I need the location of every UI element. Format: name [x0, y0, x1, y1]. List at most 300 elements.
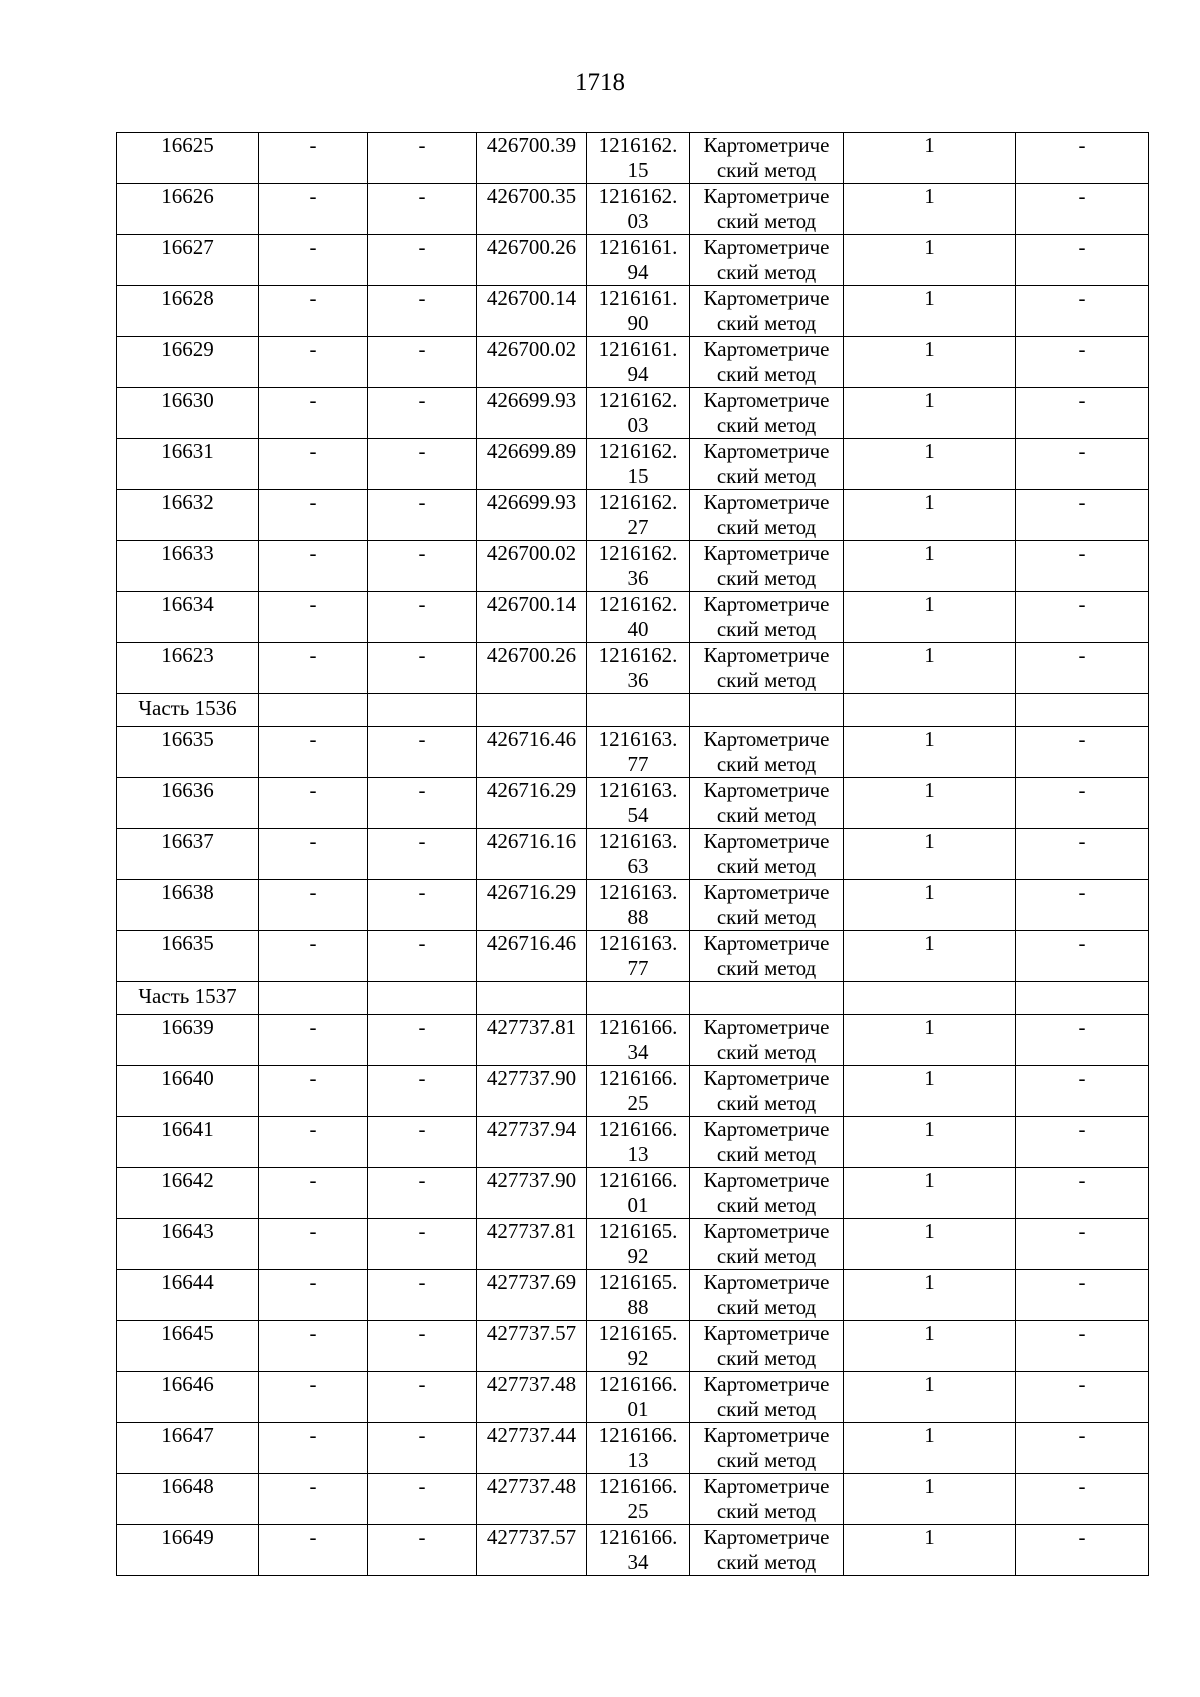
method-cell: [690, 490, 844, 541]
dash-cell: -: [1016, 388, 1149, 439]
table-row: [117, 1219, 1149, 1270]
dash-cell: -: [1016, 133, 1149, 184]
part-header-row: [117, 982, 1149, 1015]
method-line-2: ский метод: [716, 464, 817, 488]
empty-cell: [477, 694, 587, 727]
dash-cell: -: [368, 184, 477, 235]
method-cell: [690, 337, 844, 388]
y-coordinate-cell: [587, 829, 690, 880]
y-coordinate-line-1: 1216166.: [598, 1423, 678, 1447]
y-coordinate-line-2: 90: [627, 311, 649, 335]
dash-cell: -: [368, 778, 477, 829]
dash-cell: -: [368, 286, 477, 337]
point-number-cell: 16649: [117, 1525, 259, 1576]
y-coordinate-cell: [587, 1525, 690, 1576]
point-number-cell: 16636: [117, 778, 259, 829]
method-cell: [690, 829, 844, 880]
method-cell: [690, 931, 844, 982]
method-line-1: Картометриче: [703, 1423, 830, 1447]
y-coordinate-line-1: 1216165.: [598, 1219, 678, 1243]
point-number-cell: 16631: [117, 439, 259, 490]
x-coordinate-cell: 427737.48: [477, 1474, 587, 1525]
accuracy-cell: 1: [844, 778, 1016, 829]
method-line-1: Картометриче: [703, 1066, 830, 1090]
method-line-2: ский метод: [716, 1193, 817, 1217]
y-coordinate-line-2: 77: [627, 956, 649, 980]
y-coordinate-line-2: 88: [627, 905, 649, 929]
y-coordinate-cell: [587, 286, 690, 337]
y-coordinate-line-2: 15: [627, 158, 649, 182]
dash-cell: -: [368, 133, 477, 184]
dash-cell: -: [368, 337, 477, 388]
y-coordinate-line-2: 54: [627, 803, 649, 827]
method-line-1: Картометриче: [703, 1474, 830, 1498]
method-line-2: ский метод: [716, 515, 817, 539]
method-line-1: Картометриче: [703, 133, 830, 157]
dash-cell: -: [368, 1423, 477, 1474]
dash-cell: -: [1016, 184, 1149, 235]
dash-cell: -: [368, 1270, 477, 1321]
point-number-cell: 16625: [117, 133, 259, 184]
y-coordinate-line-1: 1216165.: [598, 1270, 678, 1294]
point-number-cell: 16642: [117, 1168, 259, 1219]
method-line-1: Картометриче: [703, 184, 830, 208]
y-coordinate-cell: [587, 643, 690, 694]
method-line-1: Картометриче: [703, 1117, 830, 1141]
table-row: [117, 1525, 1149, 1576]
method-line-2: ский метод: [716, 668, 817, 692]
method-line-2: ский метод: [716, 260, 817, 284]
table-row: [117, 133, 1149, 184]
dash-cell: -: [368, 1015, 477, 1066]
method-line-2: ский метод: [716, 1091, 817, 1115]
point-number-cell: 16635: [117, 931, 259, 982]
accuracy-cell: 1: [844, 337, 1016, 388]
y-coordinate-line-2: 15: [627, 464, 649, 488]
empty-cell: [690, 982, 844, 1015]
table-row: [117, 727, 1149, 778]
accuracy-cell: 1: [844, 235, 1016, 286]
accuracy-cell: 1: [844, 439, 1016, 490]
table-row: [117, 1321, 1149, 1372]
dash-cell: -: [368, 1372, 477, 1423]
point-number-cell: 16637: [117, 829, 259, 880]
method-line-1: Картометриче: [703, 1372, 830, 1396]
y-coordinate-line-1: 1216162.: [598, 643, 678, 667]
dash-cell: -: [1016, 880, 1149, 931]
method-cell: [690, 1372, 844, 1423]
x-coordinate-cell: 426716.29: [477, 880, 587, 931]
dash-cell: -: [1016, 490, 1149, 541]
dash-cell: -: [259, 388, 368, 439]
x-coordinate-cell: 426716.46: [477, 727, 587, 778]
y-coordinate-line-1: 1216162.: [598, 490, 678, 514]
y-coordinate-cell: [587, 1015, 690, 1066]
accuracy-cell: 1: [844, 490, 1016, 541]
method-line-1: Картометриче: [703, 1168, 830, 1192]
method-line-2: ский метод: [716, 956, 817, 980]
x-coordinate-cell: 426716.46: [477, 931, 587, 982]
dash-cell: -: [259, 1321, 368, 1372]
table-row: [117, 1474, 1149, 1525]
table-row: [117, 778, 1149, 829]
point-number-cell: 16633: [117, 541, 259, 592]
dash-cell: -: [368, 727, 477, 778]
method-line-1: Картометриче: [703, 931, 830, 955]
x-coordinate-cell: 426700.26: [477, 643, 587, 694]
y-coordinate-line-2: 03: [627, 413, 649, 437]
table-row: [117, 235, 1149, 286]
table-row: [117, 880, 1149, 931]
method-line-2: ский метод: [716, 1142, 817, 1166]
dash-cell: -: [259, 184, 368, 235]
y-coordinate-line-1: 1216166.: [598, 1066, 678, 1090]
method-cell: [690, 880, 844, 931]
x-coordinate-cell: 427737.69: [477, 1270, 587, 1321]
method-cell: [690, 541, 844, 592]
method-cell: [690, 1117, 844, 1168]
table-row: [117, 490, 1149, 541]
method-line-1: Картометриче: [703, 1015, 830, 1039]
y-coordinate-line-1: 1216163.: [598, 931, 678, 955]
method-line-1: Картометриче: [703, 490, 830, 514]
part-label-cell: Часть 1537: [117, 982, 259, 1015]
table-row: [117, 286, 1149, 337]
empty-cell: [368, 982, 477, 1015]
method-line-2: ский метод: [716, 1448, 817, 1472]
point-number-cell: 16627: [117, 235, 259, 286]
accuracy-cell: 1: [844, 1525, 1016, 1576]
point-number-cell: 16638: [117, 880, 259, 931]
table-row: [117, 1270, 1149, 1321]
point-number-cell: 16630: [117, 388, 259, 439]
y-coordinate-line-1: 1216162.: [598, 541, 678, 565]
dash-cell: -: [1016, 1270, 1149, 1321]
accuracy-cell: 1: [844, 880, 1016, 931]
point-number-cell: 16623: [117, 643, 259, 694]
accuracy-cell: 1: [844, 388, 1016, 439]
y-coordinate-cell: [587, 388, 690, 439]
method-line-1: Картометриче: [703, 1525, 830, 1549]
y-coordinate-line-1: 1216162.: [598, 439, 678, 463]
x-coordinate-cell: 426700.02: [477, 541, 587, 592]
point-number-cell: 16646: [117, 1372, 259, 1423]
y-coordinate-line-1: 1216162.: [598, 388, 678, 412]
x-coordinate-cell: 427737.44: [477, 1423, 587, 1474]
dash-cell: -: [259, 1015, 368, 1066]
dash-cell: -: [259, 643, 368, 694]
dash-cell: -: [368, 1321, 477, 1372]
dash-cell: -: [259, 592, 368, 643]
method-cell: [690, 439, 844, 490]
y-coordinate-line-2: 94: [627, 362, 649, 386]
empty-cell: [844, 982, 1016, 1015]
method-cell: [690, 1321, 844, 1372]
x-coordinate-cell: 427737.57: [477, 1525, 587, 1576]
page-number: 1718: [575, 69, 625, 96]
y-coordinate-cell: [587, 1168, 690, 1219]
y-coordinate-line-2: 25: [627, 1499, 649, 1523]
method-line-2: ский метод: [716, 905, 817, 929]
point-number-cell: 16647: [117, 1423, 259, 1474]
method-line-1: Картометриче: [703, 235, 830, 259]
method-cell: [690, 286, 844, 337]
method-line-1: Картометриче: [703, 592, 830, 616]
dash-cell: -: [1016, 1015, 1149, 1066]
empty-cell: [259, 694, 368, 727]
dash-cell: -: [259, 1423, 368, 1474]
table-row: [117, 1117, 1149, 1168]
y-coordinate-line-2: 25: [627, 1091, 649, 1115]
accuracy-cell: 1: [844, 133, 1016, 184]
empty-cell: [587, 982, 690, 1015]
dash-cell: -: [259, 1066, 368, 1117]
dash-cell: -: [259, 1372, 368, 1423]
method-cell: [690, 1015, 844, 1066]
method-line-1: Картометриче: [703, 829, 830, 853]
accuracy-cell: 1: [844, 643, 1016, 694]
dash-cell: -: [259, 778, 368, 829]
x-coordinate-cell: 426700.39: [477, 133, 587, 184]
accuracy-cell: 1: [844, 1219, 1016, 1270]
point-number-cell: 16628: [117, 286, 259, 337]
dash-cell: -: [368, 829, 477, 880]
y-coordinate-cell: [587, 1321, 690, 1372]
y-coordinate-line-2: 34: [627, 1040, 649, 1064]
accuracy-cell: 1: [844, 184, 1016, 235]
dash-cell: -: [259, 490, 368, 541]
method-cell: [690, 388, 844, 439]
accuracy-cell: 1: [844, 541, 1016, 592]
y-coordinate-cell: [587, 592, 690, 643]
empty-cell: [259, 982, 368, 1015]
method-cell: [690, 1270, 844, 1321]
empty-cell: [1016, 982, 1149, 1015]
table-row: [117, 931, 1149, 982]
point-number-cell: 16629: [117, 337, 259, 388]
dash-cell: -: [1016, 778, 1149, 829]
point-number-cell: 16645: [117, 1321, 259, 1372]
y-coordinate-line-1: 1216163.: [598, 880, 678, 904]
point-number-cell: 16641: [117, 1117, 259, 1168]
y-coordinate-cell: [587, 1372, 690, 1423]
dash-cell: -: [1016, 235, 1149, 286]
y-coordinate-cell: [587, 1270, 690, 1321]
y-coordinate-line-1: 1216166.: [598, 1015, 678, 1039]
dash-cell: -: [1016, 1372, 1149, 1423]
y-coordinate-cell: [587, 1219, 690, 1270]
y-coordinate-cell: [587, 880, 690, 931]
method-cell: [690, 643, 844, 694]
x-coordinate-cell: 426700.02: [477, 337, 587, 388]
y-coordinate-cell: [587, 490, 690, 541]
method-line-2: ский метод: [716, 617, 817, 641]
method-line-2: ский метод: [716, 1550, 817, 1574]
y-coordinate-line-2: 40: [627, 617, 649, 641]
accuracy-cell: 1: [844, 1015, 1016, 1066]
dash-cell: -: [259, 727, 368, 778]
y-coordinate-cell: [587, 1474, 690, 1525]
y-coordinate-line-1: 1216162.: [598, 184, 678, 208]
method-line-1: Картометриче: [703, 643, 830, 667]
dash-cell: -: [259, 1474, 368, 1525]
y-coordinate-line-1: 1216162.: [598, 133, 678, 157]
method-line-1: Картометриче: [703, 1270, 830, 1294]
y-coordinate-line-2: 63: [627, 854, 649, 878]
method-cell: [690, 133, 844, 184]
dash-cell: -: [368, 1219, 477, 1270]
dash-cell: -: [259, 931, 368, 982]
empty-cell: [844, 694, 1016, 727]
x-coordinate-cell: 426716.29: [477, 778, 587, 829]
method-line-2: ский метод: [716, 209, 817, 233]
method-line-2: ский метод: [716, 1346, 817, 1370]
table-body: [117, 133, 1149, 1576]
y-coordinate-cell: [587, 235, 690, 286]
y-coordinate-line-1: 1216166.: [598, 1525, 678, 1549]
y-coordinate-cell: [587, 727, 690, 778]
point-number-cell: 16644: [117, 1270, 259, 1321]
x-coordinate-cell: 426699.89: [477, 439, 587, 490]
y-coordinate-cell: [587, 439, 690, 490]
x-coordinate-cell: 426716.16: [477, 829, 587, 880]
method-line-2: ский метод: [716, 566, 817, 590]
dash-cell: -: [259, 1219, 368, 1270]
point-number-cell: 16648: [117, 1474, 259, 1525]
method-line-1: Картометриче: [703, 727, 830, 751]
accuracy-cell: 1: [844, 286, 1016, 337]
x-coordinate-cell: 427737.90: [477, 1168, 587, 1219]
part-header-row: [117, 694, 1149, 727]
dash-cell: -: [368, 931, 477, 982]
dash-cell: -: [368, 1525, 477, 1576]
dash-cell: -: [259, 880, 368, 931]
dash-cell: -: [1016, 286, 1149, 337]
dash-cell: -: [1016, 592, 1149, 643]
table-row: [117, 439, 1149, 490]
y-coordinate-line-2: 03: [627, 209, 649, 233]
dash-cell: -: [1016, 829, 1149, 880]
y-coordinate-cell: [587, 1066, 690, 1117]
y-coordinate-line-1: 1216161.: [598, 337, 678, 361]
method-line-2: ский метод: [716, 1244, 817, 1268]
method-line-1: Картометриче: [703, 541, 830, 565]
accuracy-cell: 1: [844, 1270, 1016, 1321]
accuracy-cell: 1: [844, 1066, 1016, 1117]
empty-cell: [1016, 694, 1149, 727]
dash-cell: -: [1016, 1066, 1149, 1117]
dash-cell: -: [1016, 1423, 1149, 1474]
y-coordinate-line-2: 88: [627, 1295, 649, 1319]
accuracy-cell: 1: [844, 1168, 1016, 1219]
x-coordinate-cell: 427737.90: [477, 1066, 587, 1117]
x-coordinate-cell: 426700.14: [477, 592, 587, 643]
dash-cell: -: [368, 1474, 477, 1525]
accuracy-cell: 1: [844, 931, 1016, 982]
y-coordinate-line-1: 1216166.: [598, 1372, 678, 1396]
method-line-2: ский метод: [716, 158, 817, 182]
point-number-cell: 16634: [117, 592, 259, 643]
dash-cell: -: [368, 1168, 477, 1219]
x-coordinate-cell: 426700.26: [477, 235, 587, 286]
method-cell: [690, 778, 844, 829]
y-coordinate-cell: [587, 931, 690, 982]
y-coordinate-line-2: 36: [627, 566, 649, 590]
dash-cell: -: [259, 1168, 368, 1219]
y-coordinate-line-1: 1216166.: [598, 1168, 678, 1192]
method-cell: [690, 1168, 844, 1219]
y-coordinate-line-2: 92: [627, 1244, 649, 1268]
dash-cell: -: [1016, 1474, 1149, 1525]
method-line-1: Картометриче: [703, 1219, 830, 1243]
y-coordinate-line-1: 1216161.: [598, 235, 678, 259]
x-coordinate-cell: 427737.81: [477, 1015, 587, 1066]
dash-cell: -: [259, 439, 368, 490]
method-cell: [690, 1474, 844, 1525]
dash-cell: -: [1016, 541, 1149, 592]
y-coordinate-line-2: 34: [627, 1550, 649, 1574]
x-coordinate-cell: 426699.93: [477, 490, 587, 541]
y-coordinate-line-1: 1216166.: [598, 1117, 678, 1141]
table-row: [117, 388, 1149, 439]
y-coordinate-line-2: 13: [627, 1448, 649, 1472]
method-cell: [690, 592, 844, 643]
method-line-2: ский метод: [716, 311, 817, 335]
table-row: [117, 541, 1149, 592]
empty-cell: [587, 694, 690, 727]
dash-cell: -: [259, 1270, 368, 1321]
accuracy-cell: 1: [844, 727, 1016, 778]
dash-cell: -: [259, 133, 368, 184]
empty-cell: [477, 982, 587, 1015]
table-row: [117, 829, 1149, 880]
y-coordinate-line-2: 92: [627, 1346, 649, 1370]
accuracy-cell: 1: [844, 1117, 1016, 1168]
point-number-cell: 16640: [117, 1066, 259, 1117]
method-line-2: ский метод: [716, 1295, 817, 1319]
y-coordinate-cell: [587, 337, 690, 388]
y-coordinate-line-1: 1216163.: [598, 778, 678, 802]
table-row: [117, 337, 1149, 388]
x-coordinate-cell: 427737.57: [477, 1321, 587, 1372]
method-line-2: ский метод: [716, 752, 817, 776]
dash-cell: -: [1016, 643, 1149, 694]
dash-cell: -: [1016, 1219, 1149, 1270]
y-coordinate-line-1: 1216166.: [598, 1474, 678, 1498]
method-line-2: ский метод: [716, 362, 817, 386]
y-coordinate-cell: [587, 184, 690, 235]
point-number-cell: 16632: [117, 490, 259, 541]
table-row: [117, 1423, 1149, 1474]
x-coordinate-cell: 426700.35: [477, 184, 587, 235]
x-coordinate-cell: 427737.81: [477, 1219, 587, 1270]
y-coordinate-cell: [587, 778, 690, 829]
table-row: [117, 1168, 1149, 1219]
empty-cell: [690, 694, 844, 727]
part-label-cell: Часть 1536: [117, 694, 259, 727]
dash-cell: -: [1016, 1117, 1149, 1168]
dash-cell: -: [1016, 931, 1149, 982]
y-coordinate-line-2: 01: [627, 1397, 649, 1421]
y-coordinate-cell: [587, 1117, 690, 1168]
method-cell: [690, 1423, 844, 1474]
dash-cell: -: [368, 235, 477, 286]
method-line-1: Картометриче: [703, 1321, 830, 1345]
point-number-cell: 16635: [117, 727, 259, 778]
point-number-cell: 16639: [117, 1015, 259, 1066]
method-cell: [690, 727, 844, 778]
y-coordinate-line-2: 77: [627, 752, 649, 776]
